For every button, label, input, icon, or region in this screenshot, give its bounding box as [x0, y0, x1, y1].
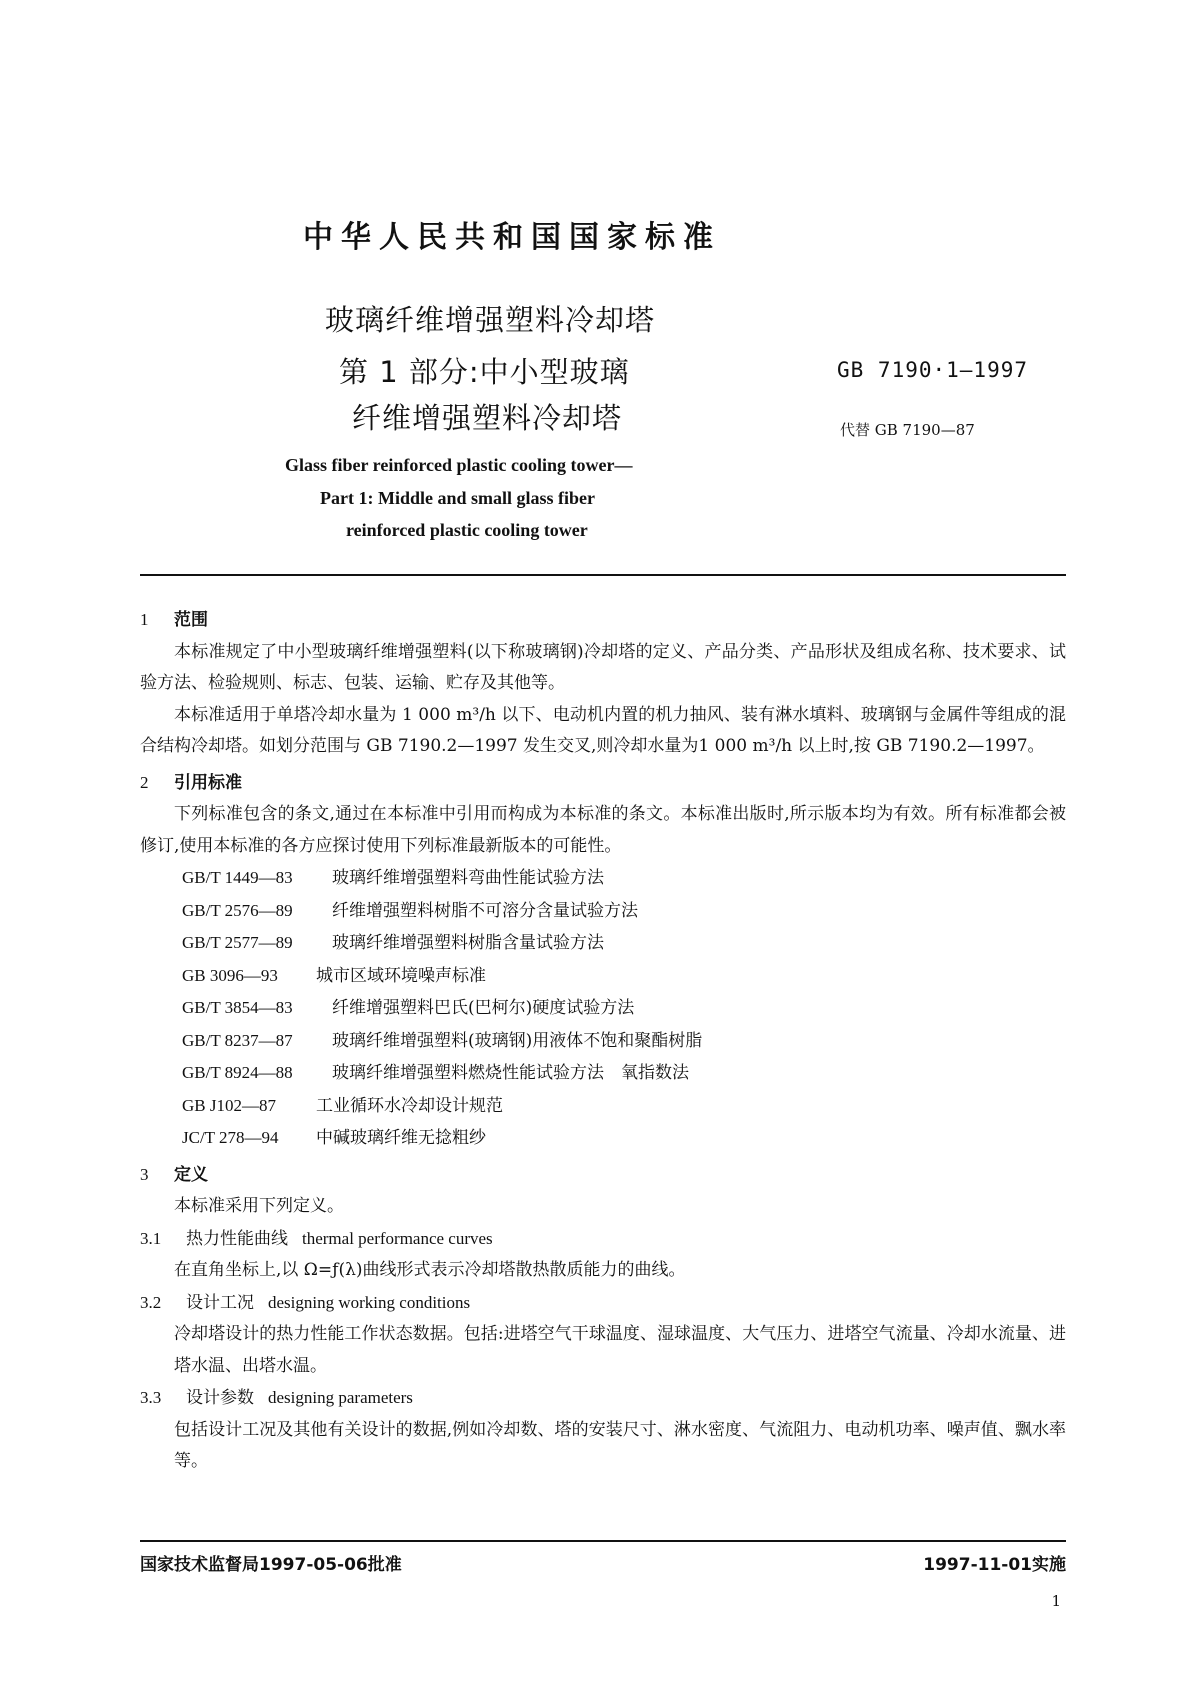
section-heading-scope: 1 范围: [140, 610, 208, 630]
definition-term: 3.2 设计工况 designing working conditions: [140, 1292, 471, 1313]
english-title-line-2: Part 1: Middle and small glass fiber: [320, 488, 595, 508]
title-line-2: 第 1 部分:中小型玻璃: [339, 355, 630, 389]
definitions-paragraph: 本标准采用下列定义。: [174, 1196, 344, 1216]
reference-item: GB/T 1449—83 玻璃纤维增强塑料弯曲性能试验方法: [182, 868, 604, 888]
reference-item: GB 3096—93 城市区域环境噪声标准: [182, 965, 486, 986]
effective-date: 1997-11-01实施: [923, 1555, 1066, 1575]
scope-paragraph-2: 本标准适用于单塔冷却水量为 1 000 m³/h 以下、电动机内置的机力抽风、装有淋水填料、玻璃钢与金属件等组成的混合结构冷却塔。如划分范围与 GB 7190.2—1997 发生交叉,则冷却水量为1 000 m³/h 以上时,按 GB 7190.2—1997。: [140, 704, 1066, 756]
reference-item: JC/T 278—94 中碱玻璃纤维无捻粗纱: [182, 1128, 486, 1148]
reference-item: GB/T 8924—88 玻璃纤维增强塑料燃烧性能试验方法 氧指数法: [182, 1063, 689, 1083]
replaces-note: 代替 GB 7190—87: [840, 421, 975, 439]
definition-text: 包括设计工况及其他有关设计的数据,例如冷却数、塔的安装尺寸、淋水密度、气流阻力、电动机功率、噪声值、飘水率等。: [174, 1419, 1066, 1471]
reference-item: GB/T 8237—87 玻璃纤维增强塑料(玻璃钢)用液体不饱和聚酯树脂: [182, 1030, 703, 1051]
definition-term: 3.3 设计参数 designing parameters: [140, 1388, 413, 1408]
standard-number: GB 7190·1—1997: [837, 358, 1029, 382]
reference-item: GB J102—87 工业循环水冷却设计规范: [182, 1095, 503, 1116]
approval-date: 国家技术监督局1997-05-06批准: [140, 1555, 402, 1575]
page-number: 1: [1051, 1592, 1061, 1610]
reference-item: GB/T 2576—89 纤维增强塑料树脂不可溶分含量试验方法: [182, 900, 638, 921]
definition-text: 在直角坐标上,以 Ω=ƒ(λ)曲线形式表示冷却塔散热散质能力的曲线。: [174, 1260, 686, 1280]
english-title-line-1: Glass fiber reinforced plastic cooling tower—: [285, 455, 633, 475]
reference-item: GB/T 2577—89 玻璃纤维增强塑料树脂含量试验方法: [182, 933, 604, 953]
footer-divider: [140, 1540, 1066, 1542]
section-heading-references: 2 引用标准: [140, 772, 242, 793]
header-divider: [140, 574, 1066, 576]
document-body: [140, 600, 1066, 1478]
reference-item: GB/T 3854—83 纤维增强塑料巴氏(巴柯尔)硬度试验方法: [182, 998, 635, 1018]
english-title-line-3: reinforced plastic cooling tower: [346, 520, 588, 540]
national-standard-heading: 中华人民共和国国家标准: [303, 220, 721, 255]
scope-paragraph-1: 本标准规定了中小型玻璃纤维增强塑料(以下称玻璃钢)冷却塔的定义、产品分类、产品形状及组成名称、技术要求、试验方法、检验规则、标志、包装、运输、贮存及其他等。: [140, 641, 1066, 693]
definition-term: 3.1 热力性能曲线 thermal performance curves: [140, 1228, 493, 1249]
title-line-3: 纤维增强塑料冷却塔: [352, 401, 623, 435]
definition-text: 冷却塔设计的热力性能工作状态数据。包括:进塔空气干球温度、湿球温度、大气压力、进塔空气流量、冷却水流量、进塔水温、出塔水温。: [174, 1324, 1066, 1376]
section-heading-definitions: 3 定义: [140, 1164, 208, 1185]
title-line-1: 玻璃纤维增强塑料冷却塔: [325, 303, 656, 337]
references-paragraph: 下列标准包含的条文,通过在本标准中引用而构成为本标准的条文。本标准出版时,所示版本均为有效。所有标准都会被修订,使用本标准的各方应探讨使用下列标准最新版本的可能性。: [140, 804, 1066, 856]
